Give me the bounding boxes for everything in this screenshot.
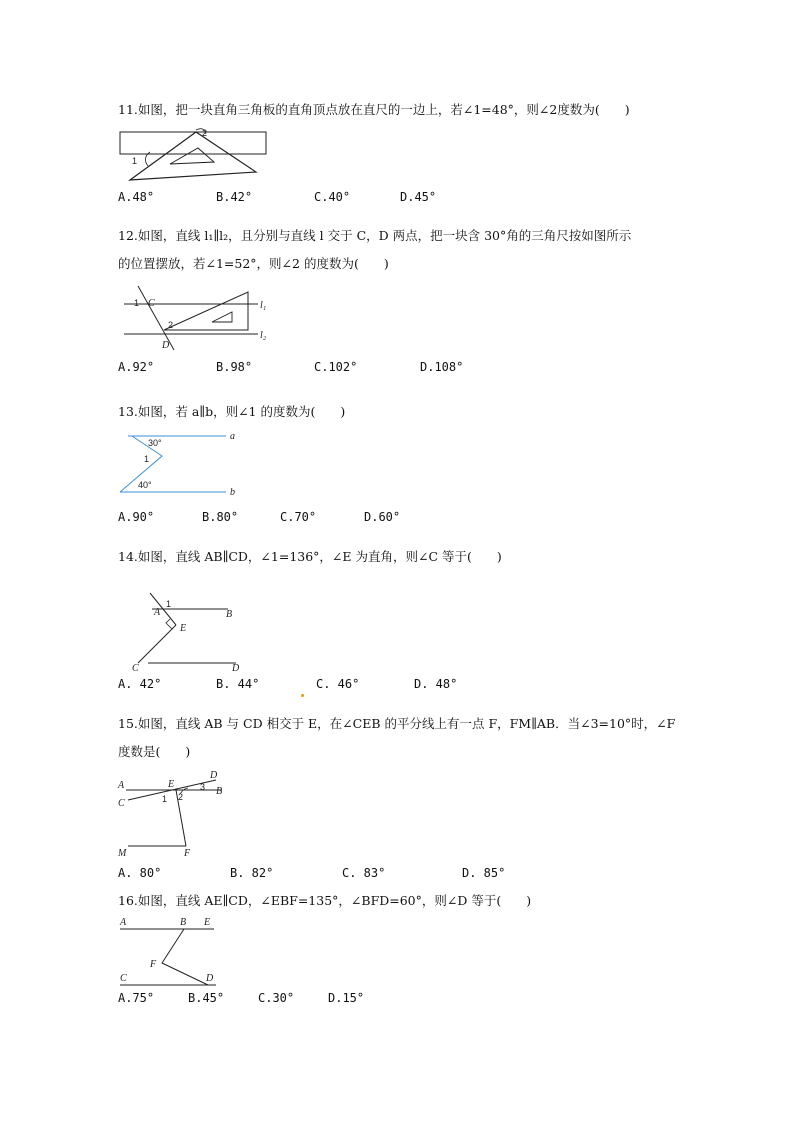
point-m-label: M (118, 848, 127, 859)
angle-30-label: 30° (148, 438, 162, 448)
choices-row (118, 866, 718, 888)
angle-1-label: 1 (144, 454, 150, 464)
question-16 (118, 887, 718, 1013)
choice-c: C.30° (258, 991, 295, 1005)
question-stem: 14.如图，直线 AB∥CD，∠1=136°，∠E 为直角，则∠C 等于( ) (118, 549, 502, 564)
angle-2-label: 2 (178, 792, 184, 802)
figure-parallel-lines-triangle (118, 284, 288, 354)
choice-a: A. 80° (118, 866, 162, 880)
choices-row (118, 510, 718, 532)
line-a-label: a (230, 431, 235, 442)
point-d-label: D (206, 973, 214, 984)
question-12 (118, 222, 718, 382)
figure-bisector-intersection (118, 768, 238, 858)
choice-a: A.92° (118, 360, 155, 374)
point-f-label: F (150, 959, 157, 970)
choice-c: C.70° (280, 510, 317, 524)
point-a-label: A (120, 917, 127, 928)
angle-1-label: 1 (166, 599, 172, 609)
choice-c: C. 46° (316, 677, 360, 691)
question-15 (118, 710, 718, 888)
choice-d: D.45° (400, 190, 437, 204)
angle-1-label: 1 (134, 298, 140, 308)
figure-ab-cd-right-angle (118, 579, 268, 674)
question-11 (118, 96, 718, 212)
choice-d: D.108° (420, 360, 464, 374)
question-stem: 13.如图，若 a∥b，则∠1 的度数为( ) (118, 404, 346, 419)
angle-2-label: 2 (202, 128, 208, 138)
point-a-label: A (118, 780, 125, 791)
choice-a: A.90° (118, 510, 155, 524)
question-stem-line-2: 度数是( ) (118, 744, 191, 759)
point-b-label: B (226, 609, 233, 620)
point-e-label: E (204, 917, 211, 928)
angle-3-label: 3 (200, 782, 206, 792)
angle-40-label: 40° (138, 480, 152, 490)
choices-row (118, 360, 718, 382)
choices-row (118, 190, 718, 212)
choice-c: C. 83° (342, 866, 386, 880)
point-b-label: B (180, 917, 187, 928)
stray-dot (301, 694, 304, 697)
choice-b: B.42° (216, 190, 253, 204)
point-c-label: C (120, 973, 127, 984)
choice-c: C.40° (314, 190, 351, 204)
question-stem-line-1: 12.如图，直线 l₁∥l₂，且分别与直线 l 交于 C，D 两点，把一块含 30°角的三角尺按如图所示 (118, 228, 632, 243)
choice-d: D. 85° (462, 866, 506, 880)
question-stem: 11.如图，把一块直角三角板的直角顶点放在直尺的一边上，若∠1=48°，则∠2度数为( ) (118, 102, 630, 117)
question-stem: 16.如图，直线 AE∥CD，∠EBF=135°，∠BFD=60°，则∠D 等于( ) (118, 893, 532, 908)
angle-1-label: 1 (132, 156, 138, 166)
line-l1-label: l₁ (260, 300, 267, 311)
point-e-label: E (168, 779, 175, 790)
choice-d: D. 48° (414, 677, 458, 691)
point-d-label: D (232, 663, 240, 674)
question-14 (118, 543, 718, 699)
choices-row (118, 677, 718, 699)
choice-d: D.15° (328, 991, 365, 1005)
choice-b: B.98° (216, 360, 253, 374)
line-b-label: b (230, 487, 235, 498)
choice-b: B.80° (202, 510, 239, 524)
choice-b: B.45° (188, 991, 225, 1005)
figure-ae-cd-bend (118, 915, 238, 987)
question-13 (118, 398, 718, 532)
point-c-label: C (148, 298, 155, 309)
figure-ruler-triangle (118, 124, 278, 184)
point-f-label: F (184, 848, 191, 859)
point-c-label: C (118, 798, 125, 809)
point-b-label: B (216, 786, 223, 797)
angle-2-label: 2 (168, 320, 174, 330)
choice-b: B. 82° (230, 866, 274, 880)
point-d-label: D (162, 340, 170, 351)
point-d-label: D (210, 770, 218, 781)
angle-1-label: 1 (162, 794, 168, 804)
question-stem-line-2: 的位置摆放，若∠1=52°，则∠2 的度数为( ) (118, 256, 389, 271)
choice-a: A.75° (118, 991, 155, 1005)
choice-c: C.102° (314, 360, 358, 374)
point-a-label: A (154, 607, 161, 618)
figure-zigzag-parallel (118, 430, 248, 496)
choices-row (118, 991, 718, 1013)
point-c-label: C (132, 663, 139, 674)
choice-a: A.48° (118, 190, 155, 204)
line-l2-label: l₂ (260, 330, 267, 341)
question-stem-line-1: 15.如图，直线 AB 与 CD 相交于 E，在∠CEB 的平分线上有一点 F，FM∥AB．当∠3=10°时，∠F (118, 716, 676, 731)
point-e-label: E (180, 623, 187, 634)
choice-d: D.60° (364, 510, 401, 524)
choice-b: B. 44° (216, 677, 260, 691)
choice-a: A. 42° (118, 677, 162, 691)
